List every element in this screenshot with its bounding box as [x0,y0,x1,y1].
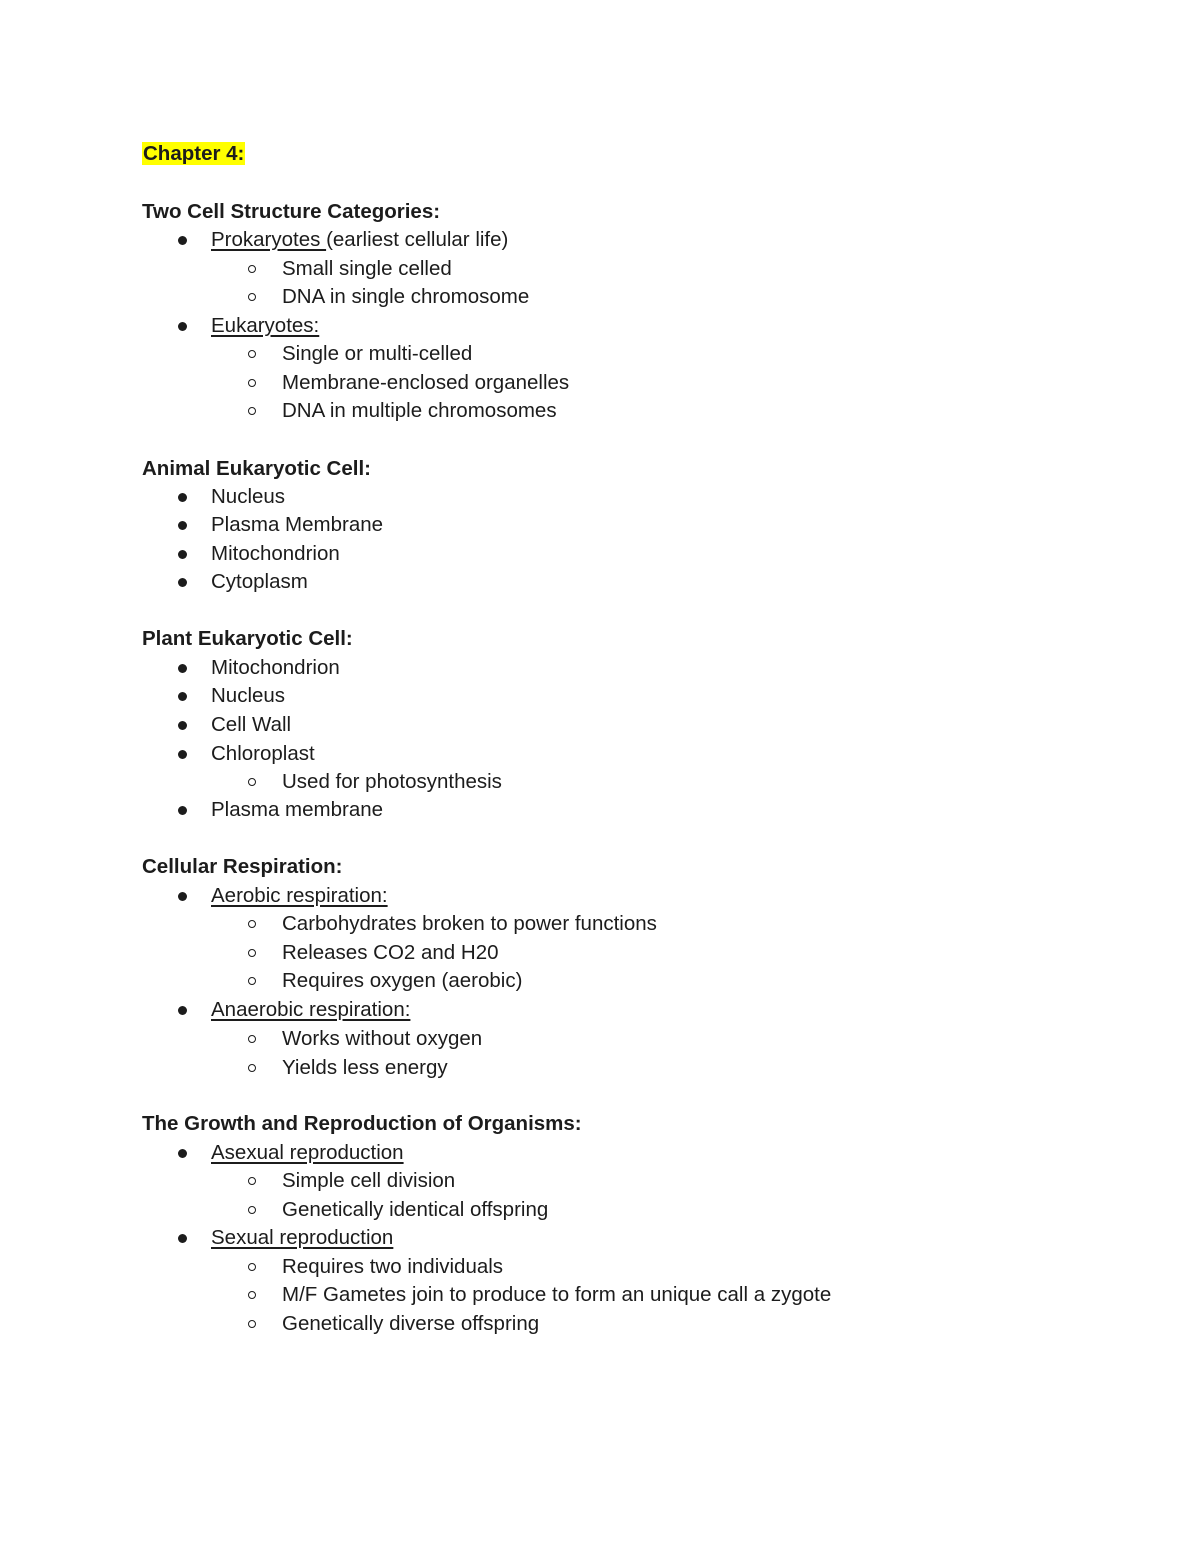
bullet-icon [178,550,187,559]
bullet-icon [178,892,187,901]
bullet-icon [178,1149,187,1158]
list-item-text: Nucleus [211,684,286,707]
list-item-text: Plasma membrane [211,798,384,821]
sub-item-text: M/F Gametes join to produce to form an unique call a zygote [282,1283,832,1306]
sub-item-text: Genetically diverse offspring [282,1312,540,1335]
bullet-icon [178,750,187,759]
prokaryotes-label: Prokaryotes [211,228,327,251]
chapter-title-text: Chapter 4: [143,142,245,165]
asexual-label: Asexual reproduction [211,1141,404,1164]
prokaryotes-suffix: (earliest cellular life) [326,228,509,251]
hollow-bullet-icon [248,1206,256,1214]
list-item-text: Chloroplast [211,742,315,765]
bullet-icon [178,721,187,730]
hollow-bullet-icon [248,1177,256,1185]
bullet-icon [178,322,187,331]
section-heading-reproduction: The Growth and Reproduction of Organisms: [142,1112,582,1135]
list-item-text: Plasma Membrane [211,513,384,536]
bullet-icon [178,1006,187,1015]
sub-item-text: DNA in single chromosome [282,285,530,308]
hollow-bullet-icon [248,293,256,301]
sub-item-text: Simple cell division [282,1169,456,1192]
bullet-icon [178,806,187,815]
list-item-text: Nucleus [211,485,286,508]
chapter-title [142,140,245,168]
bullet-icon [178,493,187,502]
list-item-text: Cell Wall [211,713,292,736]
section-heading-animal-cell: Animal Eukaryotic Cell: [142,457,371,480]
bullet-icon [178,521,187,530]
bullet-icon [178,664,187,673]
sub-item-text: Single or multi-celled [282,342,473,365]
sub-item-text: Carbohydrates broken to power functions [282,912,657,935]
sub-item-text: Releases CO2 and H20 [282,941,499,964]
sub-item-text: Used for photosynthesis [282,770,502,793]
bullet-icon [178,692,187,701]
hollow-bullet-icon [248,1263,256,1271]
hollow-bullet-icon [248,1320,256,1328]
hollow-bullet-icon [248,379,256,387]
section-heading-plant-cell: Plant Eukaryotic Cell: [142,627,353,650]
list-item-text: Cytoplasm [211,570,308,593]
section-heading-respiration: Cellular Respiration: [142,855,343,878]
eukaryotes-label: Eukaryotes: [211,314,320,337]
sub-item-text: Works without oxygen [282,1027,483,1050]
hollow-bullet-icon [248,920,256,928]
hollow-bullet-icon [248,949,256,957]
bullet-icon [178,236,187,245]
hollow-bullet-icon [248,778,256,786]
list-item-text: Mitochondrion [211,656,340,679]
hollow-bullet-icon [248,1291,256,1299]
aerobic-label: Aerobic respiration: [211,884,388,907]
sub-item-text: Yields less energy [282,1056,448,1079]
hollow-bullet-icon [248,350,256,358]
list-item-text: Mitochondrion [211,542,340,565]
hollow-bullet-icon [248,977,256,985]
sub-item-text: Requires oxygen (aerobic) [282,969,523,992]
hollow-bullet-icon [248,1064,256,1072]
hollow-bullet-icon [248,407,256,415]
anaerobic-label: Anaerobic respiration: [211,998,411,1021]
hollow-bullet-icon [248,1035,256,1043]
sub-item-text: DNA in multiple chromosomes [282,399,557,422]
sub-item-text: Requires two individuals [282,1255,504,1278]
sub-item-text: Genetically identical offspring [282,1198,549,1221]
bullet-icon [178,578,187,587]
sexual-label: Sexual reproduction [211,1226,394,1249]
sub-item-text: Membrane-enclosed organelles [282,371,570,394]
hollow-bullet-icon [248,265,256,273]
section-heading-cell-categories: Two Cell Structure Categories: [142,200,441,223]
sub-item-text: Small single celled [282,257,452,280]
bullet-icon [178,1234,187,1243]
